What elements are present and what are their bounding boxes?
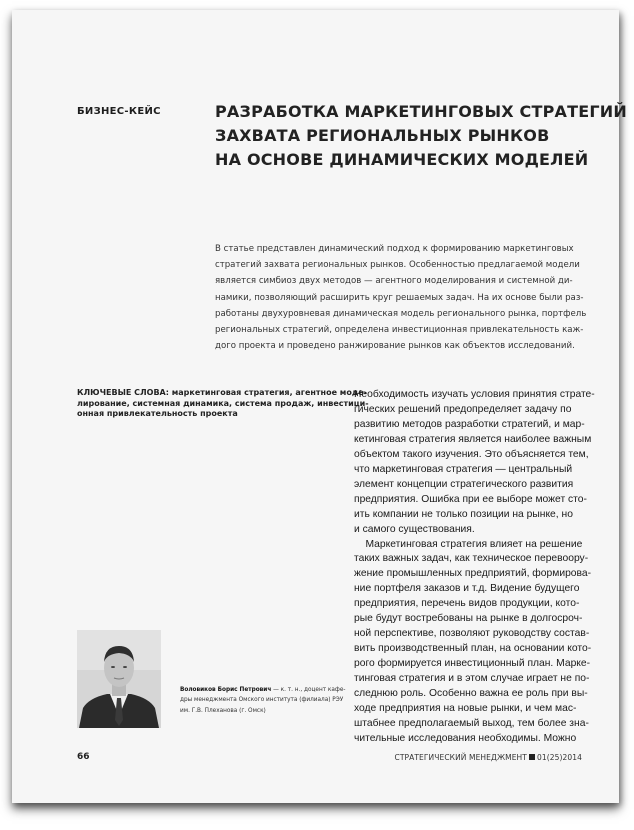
keywords-line: лирование, системная динамика, система продаж, инвестици- xyxy=(77,398,369,408)
abstract-line: стратегий захвата региональных рынков. Особенностью предлагаемой модели xyxy=(215,260,580,271)
abstract-line: работаны двухуровневая динамическая модель регионального рынка, портфель xyxy=(215,308,587,319)
body-line: Необходимость изучать условия принятия страте- xyxy=(354,389,595,400)
journal-name: СТРАТЕГИЧЕСКИЙ МЕНЕДЖМЕНТ xyxy=(394,753,527,762)
keywords-block xyxy=(77,388,369,420)
author-portrait-icon xyxy=(77,630,161,728)
body-line: следнюю роль. Особенно важна ее роль при вы- xyxy=(354,688,588,700)
title-line: НА ОСНОВЕ ДИНАМИЧЕСКИХ МОДЕЛЕЙ xyxy=(215,150,589,169)
body-line: развитию методов разработки стратегий, и мар- xyxy=(354,418,585,430)
body-line: штабнее предполагаемый выход, тем более зна- xyxy=(354,717,589,729)
title-line: РАЗРАБОТКА МАРКЕТИНГОВЫХ СТРАТЕГИЙ xyxy=(215,102,627,121)
body-line: кетинговая стратегия является наиболее важным xyxy=(354,433,592,445)
body-line: что маркетинговая стратегия — центральный xyxy=(354,463,573,475)
body-line: ходе предприятия на новые рынки, и чем мас- xyxy=(354,703,577,715)
body-line: гических решений предопределяет задачу по xyxy=(354,403,572,415)
body-line: и самого существования. xyxy=(354,523,475,535)
keywords-line: онная привлекательность проекта xyxy=(77,409,238,419)
body-line: ить компании не только позиции на рынке, но xyxy=(354,508,573,520)
body-line: объектом такого изучения. Это объясняется тем, xyxy=(354,448,589,460)
body-line: тинговая стратегия и в этом случае играет не по- xyxy=(354,673,590,685)
journal-issue: 01(25)2014 xyxy=(536,753,582,762)
body-line: предприятия, перечень видов продукции, кото- xyxy=(354,598,580,610)
body-line: Маркетинговая стратегия влияет на решение xyxy=(354,538,583,550)
author-credentials: — к. т. н., доцент кафе- xyxy=(271,685,346,693)
abstract-line: региональных стратегий, определена инвестиционная привлекательность каж- xyxy=(215,325,584,336)
body-line: вить производственный план, на основании кото- xyxy=(354,643,592,655)
journal-page xyxy=(12,10,627,803)
body-line: предприятия. Ошибка при ее выборе может сто- xyxy=(354,493,587,505)
title-line: ЗАХВАТА РЕГИОНАЛЬНЫХ РЫНКОВ xyxy=(215,126,550,145)
body-line: ние портфеля заказов и т.д. Видение будущего xyxy=(354,583,580,595)
abstract-line: В статье представлен динамический подход к формированию маркетинговых xyxy=(215,244,574,254)
abstract-line: дого проекта и проведено ранжирование рынков как объектов исследований. xyxy=(215,341,575,352)
author-credentials-line: им. Г.В. Плеханова (г. Омск) xyxy=(180,705,266,714)
square-separator-icon xyxy=(529,754,535,760)
body-line: жение промышленных предприятий, формирова- xyxy=(354,568,592,580)
page-number: 66 xyxy=(77,752,90,762)
body-line: ной перспективе, позволяют руководству состав- xyxy=(354,628,590,640)
journal-footer xyxy=(394,753,582,762)
section-label: БИЗНЕС-КЕЙС xyxy=(77,106,161,117)
body-text xyxy=(354,388,599,747)
body-line: элемент концепции стратегического развития xyxy=(354,478,574,490)
author-info xyxy=(180,684,350,715)
abstract-line: намики, позволяющий расширить круг решаемых задач. На их основе были раз- xyxy=(215,292,584,303)
keywords-line: КЛЮЧЕВЫЕ СЛОВА: маркетинговая стратегия, агентное моде- xyxy=(77,388,368,397)
author-name: Воловиков Борис Петрович xyxy=(180,685,272,693)
body-line: таких важных задач, как техническое перевоору- xyxy=(354,553,589,565)
author-photo xyxy=(77,630,161,728)
body-line: чительные исследования необходимы. Можно xyxy=(354,732,577,744)
abstract xyxy=(215,241,595,354)
abstract-line: является симбиоз двух методов — агентного моделирования и системной ди- xyxy=(215,276,573,287)
body-line: рые будут востребованы на рынке в долгосроч- xyxy=(354,613,583,625)
body-line: рого формируется инвестиционный план. Марке- xyxy=(354,658,591,670)
article-title xyxy=(215,100,627,172)
author-credentials-line: дры менеджмента Омского института (филиала) РЭУ xyxy=(180,695,344,704)
